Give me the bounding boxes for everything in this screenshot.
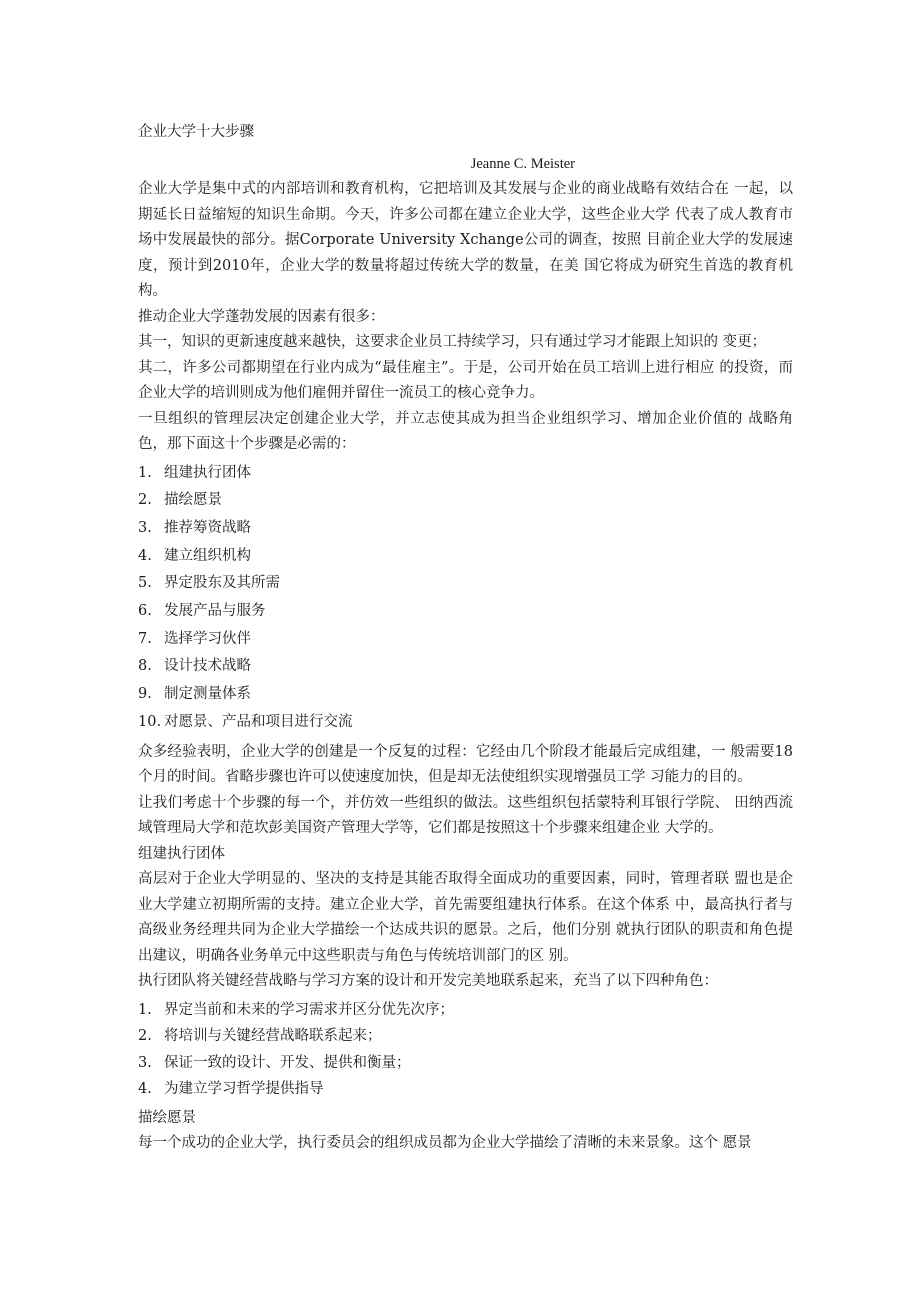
list-item: 10. 对愿景、产品和项目进行交流 — [138, 713, 353, 730]
list-item: 8. 设计技术战略 — [138, 658, 251, 675]
list-item: 4. 为建立学习哲学提供指导 — [138, 1081, 324, 1098]
section1-paragraph: 高层对于企业大学明显的、坚决的支持是其能否取得全面成功的重要因素，同时，管理者联 盟也是企业大学建立初期所需的支持。建立企业大学，首先需要组建执行体系。在这个体系 中，最高执行者与高级业务经理共同为企业大学描绘一个达成共识的愿景。之后，他们分别 就执行团队的职责和角色提出建议，明确各业务单元中这些职责与角色与传统培训部门的区 别。 — [138, 871, 793, 964]
intro-paragraph: 企业大学是集中式的内部培训和教育机构，它把培训及其发展与企业的商业战略有效结合在 一起，以期延长日益缩短的知识生命期。今天，许多公司都在建立企业大学，这些企业大学 代表了成人教育市场中发展最快的部分。据Corporate University Xchange公司的调查，按照 目前企业大学的发展速度，预计到2010年，企业大学的数量将超过传统大学的数量，在美 国它将成为研究生首选的教育机构。 — [138, 181, 793, 299]
list-item: 3. 推荐筹资战略 — [138, 519, 251, 536]
section2-paragraph: 每一个成功的企业大学，执行委员会的组织成员都为企业大学描绘了清晰的未来景象。这个 愿景 — [138, 1135, 752, 1152]
list-item: 5. 界定股东及其所需 — [138, 575, 280, 592]
list-item: 4. 建立组织机构 — [138, 547, 251, 564]
document-page — [138, 120, 793, 1157]
list-item: 2. 将培训与关键经营战略联系起来； — [138, 1028, 382, 1045]
list-item: 9. 制定测量体系 — [138, 686, 251, 703]
list-item: 2. 描绘愿景 — [138, 492, 222, 509]
list-item: 3. 保证一致的设计、开发、提供和衡量； — [138, 1054, 411, 1071]
author: Jeanne C. Meister — [470, 155, 575, 172]
list-item: 1. 界定当前和未来的学习需求并区分优先次序； — [138, 1001, 454, 1018]
section-heading: 描绘愿景 — [138, 1109, 196, 1126]
steps-intro: 一旦组织的管理层决定创建企业大学，并立志使其成为担当企业组织学习、增加企业价值的 战略角色，那下面这十个步骤是必需的： — [138, 410, 793, 452]
factors-heading: 推动企业大学蓬勃发展的因素有很多： — [138, 308, 385, 325]
consider-paragraph: 让我们考虑十个步骤的每一个，并仿效一些组织的做法。这些组织包括蒙特利耳银行学院、 田纳西流域管理局大学和范坎彭美国资产管理大学等，它们都是按照这十个步骤来组建企业 大学的。 — [138, 794, 793, 837]
roles-intro: 执行团队将关键经营战略与学习方案的设计和开发完美地联系起来，充当了以下四种角色： — [138, 973, 718, 990]
list-item: 7. 选择学习伙伴 — [138, 630, 251, 647]
document-title: 企业大学十大步骤 — [138, 124, 254, 140]
steps-list — [138, 460, 793, 737]
factor-2: 其二，许多公司都期望在行业内成为“最佳雇主”。于是，公司开始在员工培训上进行相应 的投资，而企业大学的培训则成为他们雇佣并留住一流员工的核心竞争力。 — [138, 359, 793, 401]
list-item: 6. 发展产品与服务 — [138, 603, 266, 620]
section-heading: 组建执行团体 — [138, 845, 225, 862]
roles-list — [138, 997, 793, 1103]
factor-1: 其一，知识的更新速度越来越快，这要求企业员工持续学习，只有通过学习才能跟上知识的 变更； — [138, 334, 767, 350]
experience-paragraph: 众多经验表明，企业大学的创建是一个反复的过程：它经由几个阶段才能最后完成组建，一 般需要18个月的时间。省略步骤也许可以使速度加快，但是却无法使组织实现增强员工学 习能力的目的。 — [138, 743, 793, 786]
list-item: 1. 组建执行团体 — [138, 464, 251, 481]
